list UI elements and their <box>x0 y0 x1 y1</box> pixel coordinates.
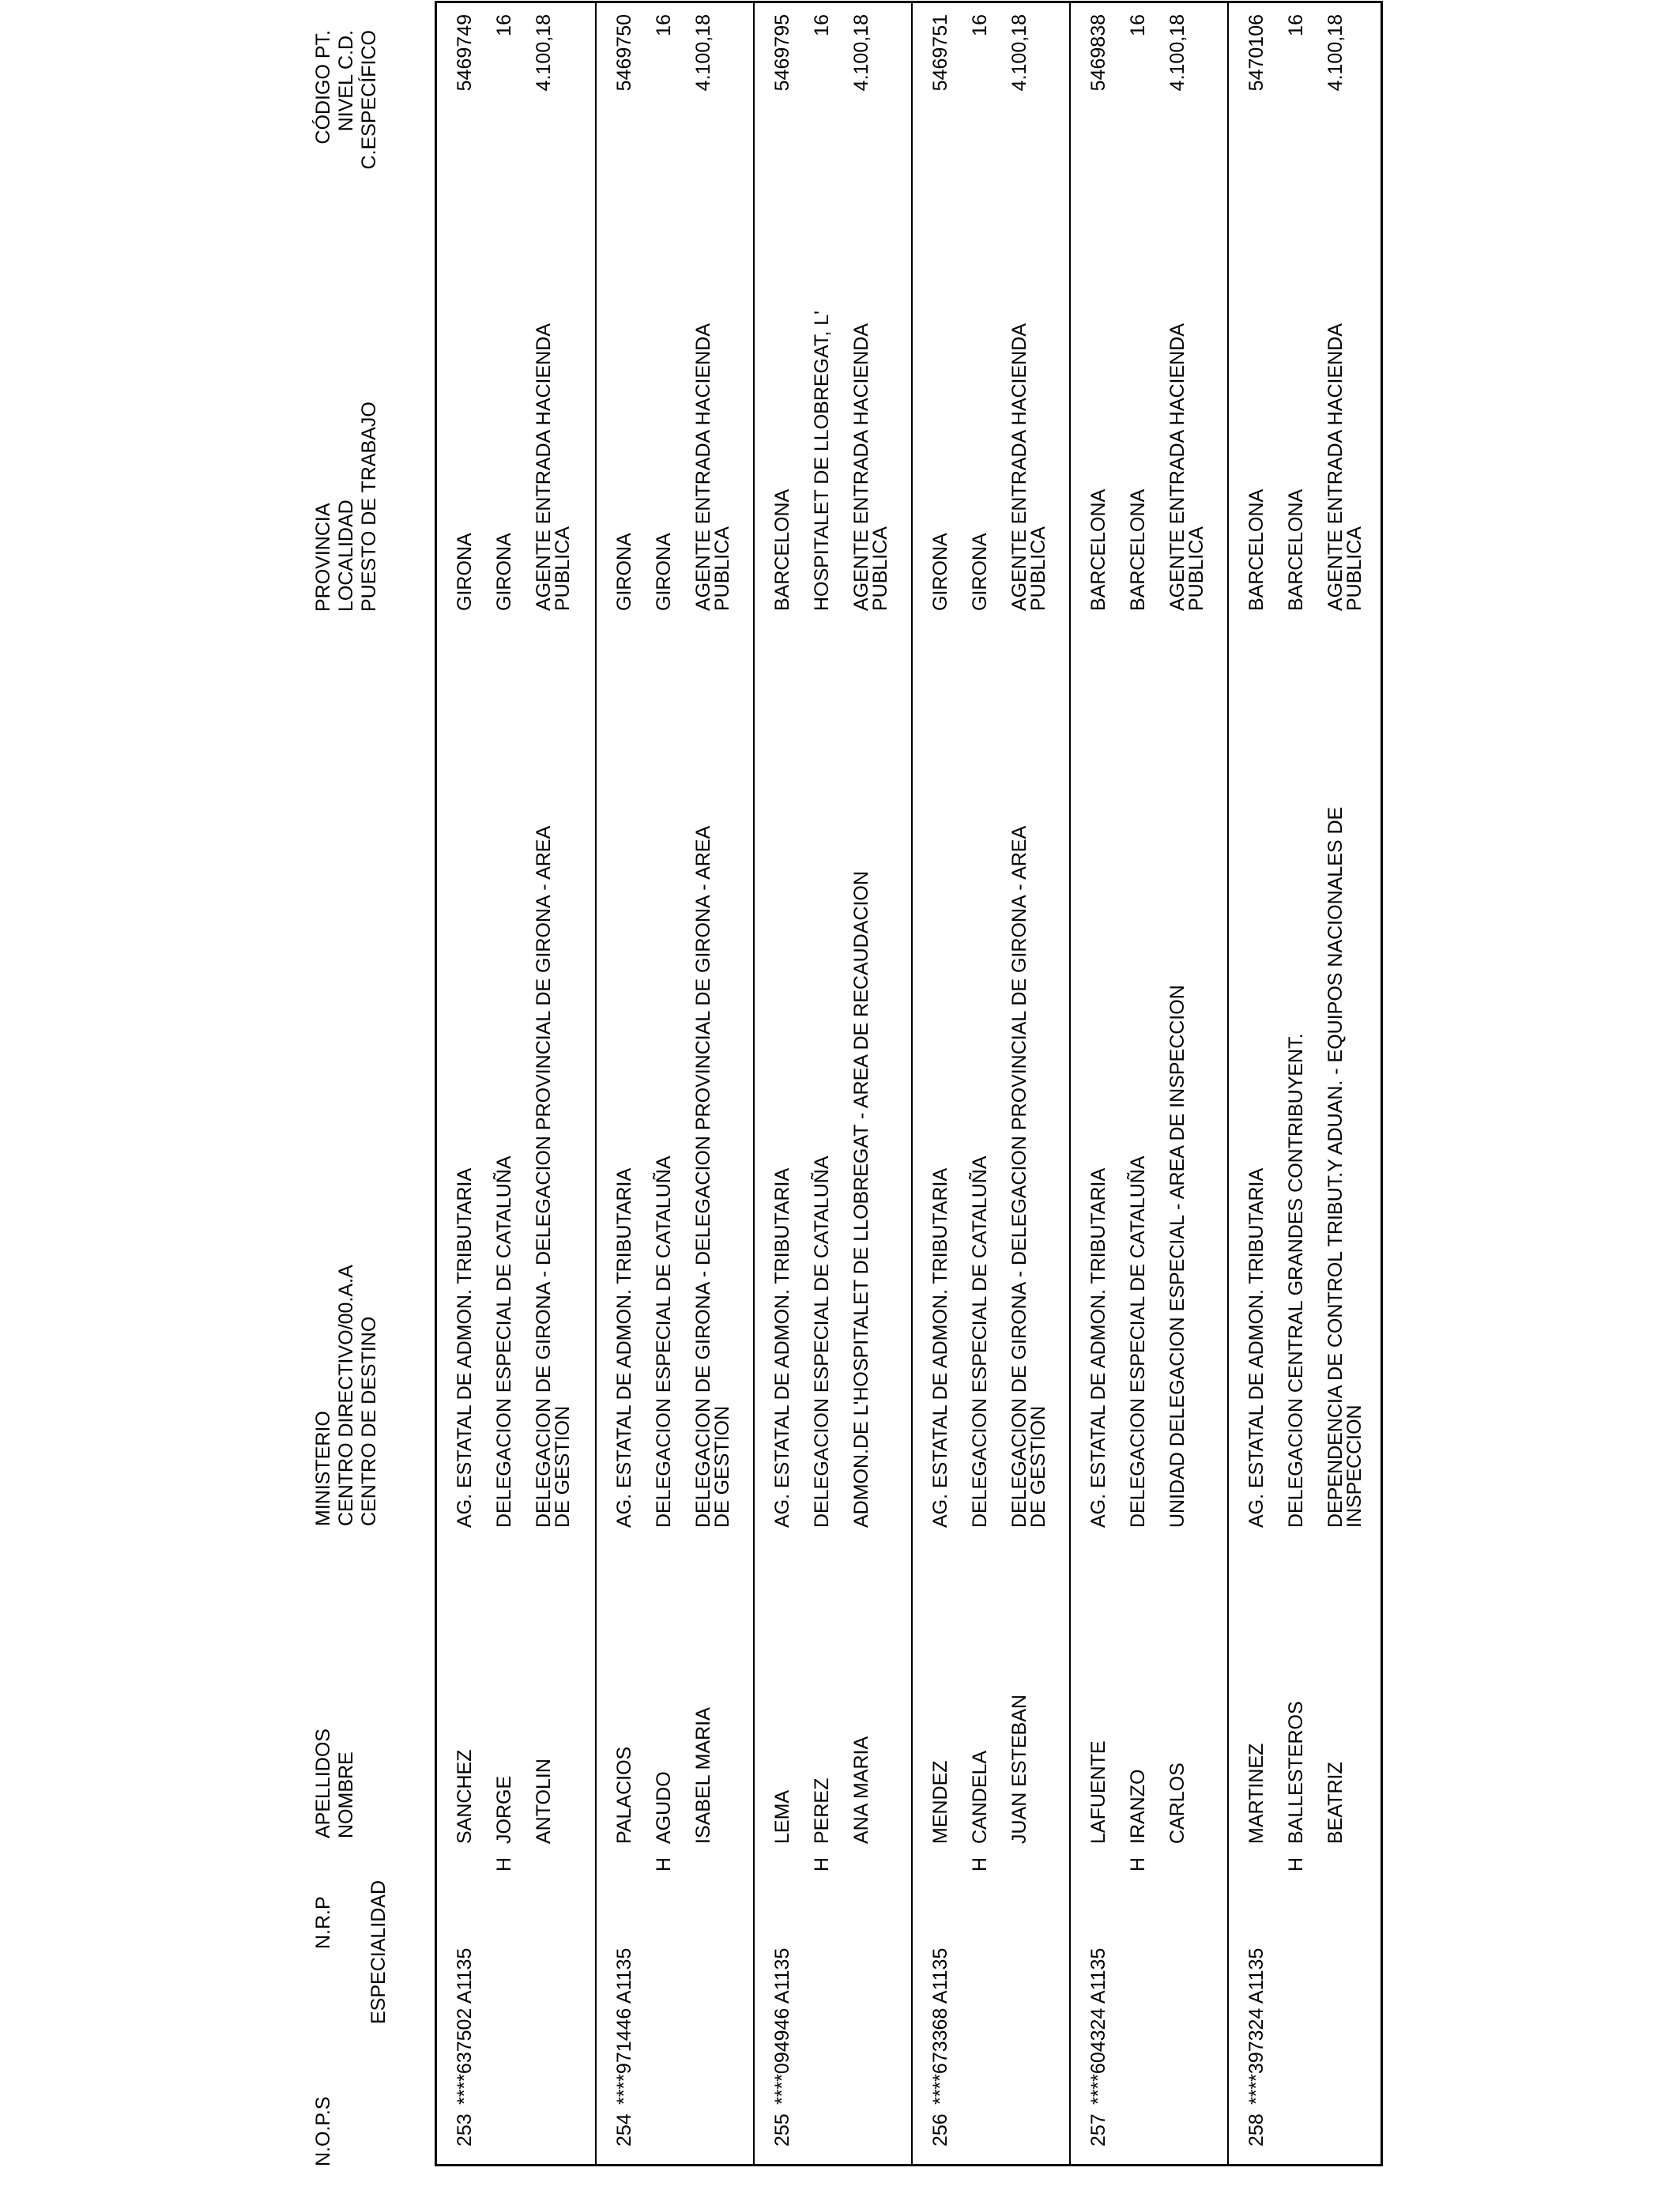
nrp-cell: ****637502 A1135 <box>454 1947 476 2105</box>
especifico-cell: 4.100,18 <box>1324 14 1347 92</box>
centro-destino-line1: UNIDAD DELEGACION ESPECIAL - AREA DE INSPECCION <box>1166 985 1188 1528</box>
table-row <box>911 3 1075 2164</box>
nrp-cell: ****971446 A1135 <box>613 1947 635 2105</box>
centro-destino-line2: DE GESTION <box>711 1405 733 1528</box>
puesto-line1: AGENTE ENTRADA HACIENDA <box>1166 323 1188 611</box>
centro-directivo-cell: DELEGACION ESPECIAL DE CATALUÑA <box>811 1155 833 1528</box>
puesto-line1: AGENTE ENTRADA HACIENDA <box>533 323 555 611</box>
table-row <box>437 3 599 2164</box>
nops-cell: 254 <box>613 2113 635 2147</box>
header-puesto: PUESTO DE TRABAJO <box>358 401 380 612</box>
header-nombre: NOMBRE <box>335 1751 357 1838</box>
puesto-line2: PUBLICA <box>1185 526 1207 611</box>
centro-destino-line2: DE GESTION <box>552 1405 574 1528</box>
centro-destino-line1: DELEGACION DE GIRONA - DELEGACION PROVINCIAL DE GIRONA - AREA <box>1008 825 1030 1528</box>
puesto-line1: AGENTE ENTRADA HACIENDA <box>850 323 872 611</box>
header-ministerio: MINISTERIO <box>312 1411 334 1526</box>
localidad-cell: GIRONA <box>653 533 675 611</box>
nrp-cell: ****604324 A1135 <box>1087 1947 1109 2105</box>
codigo-cell: 5469795 <box>771 14 793 92</box>
records-table <box>435 1 1383 2166</box>
nombre-cell: ANTOLIN <box>533 1759 555 1844</box>
provincia-cell: BARCELONA <box>1087 488 1109 611</box>
nops-cell: 256 <box>929 2113 951 2147</box>
provincia-cell: GIRONA <box>929 533 951 611</box>
apellido1-cell: LAFUENTE <box>1087 1740 1109 1844</box>
puesto-line2: PUBLICA <box>1343 526 1365 611</box>
centro-destino-line2: DE GESTION <box>1027 1405 1049 1528</box>
header-apellidos: APELLIDOS <box>312 1728 334 1838</box>
table-row <box>1069 3 1233 2164</box>
apellido1-cell: MENDEZ <box>929 1760 951 1844</box>
table-row <box>1227 3 1391 2164</box>
puesto-line2: PUBLICA <box>869 526 891 611</box>
especifico-cell: 4.100,18 <box>850 14 872 92</box>
header-nivel: NIVEL C.D. <box>335 30 357 132</box>
nombre-cell: ANA MARIA <box>850 1736 872 1844</box>
nrp-cell: ****397324 A1135 <box>1245 1947 1268 2105</box>
apellido2-cell: PEREZ <box>811 1777 833 1844</box>
nombre-cell: JUAN ESTEBAN <box>1008 1695 1030 1844</box>
localidad-cell: GIRONA <box>969 533 991 611</box>
apellido2-cell: BALLESTEROS <box>1285 1701 1307 1844</box>
codigo-cell: 5469838 <box>1087 14 1109 92</box>
especialidad-cell: H <box>969 1857 991 1872</box>
table-row <box>753 3 917 2164</box>
apellido2-cell: IRANZO <box>1127 1769 1149 1844</box>
provincia-cell: GIRONA <box>613 533 635 611</box>
especialidad-cell: H <box>1285 1857 1307 1872</box>
apellido1-cell: PALACIOS <box>613 1746 635 1844</box>
nombre-cell: ISABEL MARIA <box>692 1707 714 1844</box>
nrp-cell: ****094946 A1135 <box>771 1947 793 2105</box>
apellido1-cell: SANCHEZ <box>454 1749 476 1844</box>
ministerio-cell: AG. ESTATAL DE ADMON. TRIBUTARIA <box>929 1167 951 1528</box>
especialidad-cell: H <box>811 1857 833 1872</box>
nombre-cell: BEATRIZ <box>1324 1762 1347 1844</box>
apellido2-cell: JORGE <box>493 1775 515 1844</box>
table-row <box>595 3 759 2164</box>
nivel-cell: 16 <box>969 14 991 36</box>
nivel-cell: 16 <box>811 14 833 36</box>
centro-destino-line1: ADMON.DE L'HOSPITALET DE LLOBREGAT - AREA DE RECAUDACION <box>850 871 872 1528</box>
ministerio-cell: AG. ESTATAL DE ADMON. TRIBUTARIA <box>1087 1167 1109 1528</box>
nops-cell: 255 <box>771 2113 793 2147</box>
nivel-cell: 16 <box>1285 14 1307 36</box>
especifico-cell: 4.100,18 <box>533 14 555 92</box>
header-centro-destino: CENTRO DE DESTINO <box>358 1316 380 1526</box>
apellido2-cell: AGUDO <box>653 1771 675 1844</box>
header-nops: N.O.P.S <box>312 2096 334 2166</box>
centro-directivo-cell: DELEGACION CENTRAL GRANDES CONTRIBUYENT. <box>1285 1033 1307 1528</box>
ministerio-cell: AG. ESTATAL DE ADMON. TRIBUTARIA <box>613 1167 635 1528</box>
puesto-line2: PUBLICA <box>552 526 574 611</box>
centro-directivo-cell: DELEGACION ESPECIAL DE CATALUÑA <box>653 1155 675 1528</box>
centro-destino-line1: DELEGACION DE GIRONA - DELEGACION PROVINCIAL DE GIRONA - AREA <box>533 825 555 1528</box>
especifico-cell: 4.100,18 <box>1166 14 1188 92</box>
especifico-cell: 4.100,18 <box>1008 14 1030 92</box>
centro-directivo-cell: DELEGACION ESPECIAL DE CATALUÑA <box>969 1155 991 1528</box>
localidad-cell: GIRONA <box>493 533 515 611</box>
centro-directivo-cell: DELEGACION ESPECIAL DE CATALUÑA <box>493 1155 515 1528</box>
provincia-cell: BARCELONA <box>771 488 793 611</box>
header-especifico: C.ESPECÍFICO <box>358 30 380 170</box>
header-codigo: CÓDIGO PT. <box>312 30 334 145</box>
nrp-cell: ****673368 A1135 <box>929 1947 951 2105</box>
codigo-cell: 5469750 <box>613 14 635 92</box>
header-especialidad: ESPECIALIDAD <box>367 1879 390 2024</box>
puesto-line1: AGENTE ENTRADA HACIENDA <box>1008 323 1030 611</box>
nivel-cell: 16 <box>493 14 515 36</box>
nops-cell: 253 <box>454 2113 476 2147</box>
puesto-line2: PUBLICA <box>1027 526 1049 611</box>
localidad-cell: HOSPITALET DE LLOBREGAT, L' <box>811 311 833 611</box>
localidad-cell: BARCELONA <box>1127 488 1149 611</box>
puesto-line1: AGENTE ENTRADA HACIENDA <box>692 323 714 611</box>
puesto-line2: PUBLICA <box>711 526 733 611</box>
especialidad-cell: H <box>493 1857 515 1872</box>
centro-destino-line1: DELEGACION DE GIRONA - DELEGACION PROVINCIAL DE GIRONA - AREA <box>692 825 714 1528</box>
nops-cell: 257 <box>1087 2113 1109 2147</box>
especialidad-cell: H <box>653 1857 675 1872</box>
centro-directivo-cell: DELEGACION ESPECIAL DE CATALUÑA <box>1127 1155 1149 1528</box>
centro-destino-line1: DEPENDENCIA DE CONTROL TRIBUT.Y ADUAN. - EQUIPOS NACIONALES DE <box>1324 806 1347 1528</box>
nivel-cell: 16 <box>1127 14 1149 36</box>
nivel-cell: 16 <box>653 14 675 36</box>
especifico-cell: 4.100,18 <box>692 14 714 92</box>
header-localidad: LOCALIDAD <box>335 499 357 612</box>
codigo-cell: 5469751 <box>929 14 951 92</box>
centro-destino-line2: INSPECCION <box>1343 1404 1365 1528</box>
apellido1-cell: MARTINEZ <box>1245 1743 1268 1844</box>
ministerio-cell: AG. ESTATAL DE ADMON. TRIBUTARIA <box>771 1167 793 1528</box>
codigo-cell: 5469749 <box>454 14 476 92</box>
especialidad-cell: H <box>1127 1857 1149 1872</box>
provincia-cell: BARCELONA <box>1245 488 1268 611</box>
apellido1-cell: LEMA <box>771 1789 793 1844</box>
nombre-cell: CARLOS <box>1166 1762 1188 1844</box>
ministerio-cell: AG. ESTATAL DE ADMON. TRIBUTARIA <box>454 1167 476 1528</box>
apellido2-cell: CANDELA <box>969 1750 991 1844</box>
puesto-line1: AGENTE ENTRADA HACIENDA <box>1324 323 1347 611</box>
localidad-cell: BARCELONA <box>1285 488 1307 611</box>
provincia-cell: GIRONA <box>454 533 476 611</box>
codigo-cell: 5470106 <box>1245 14 1268 92</box>
header-provincia: PROVINCIA <box>312 503 334 612</box>
ministerio-cell: AG. ESTATAL DE ADMON. TRIBUTARIA <box>1245 1167 1268 1528</box>
header-centro-directivo: CENTRO DIRECTIVO/00.A.A <box>335 1265 357 1526</box>
nops-cell: 258 <box>1245 2113 1268 2147</box>
header-nrp: N.R.P <box>312 1896 334 1949</box>
